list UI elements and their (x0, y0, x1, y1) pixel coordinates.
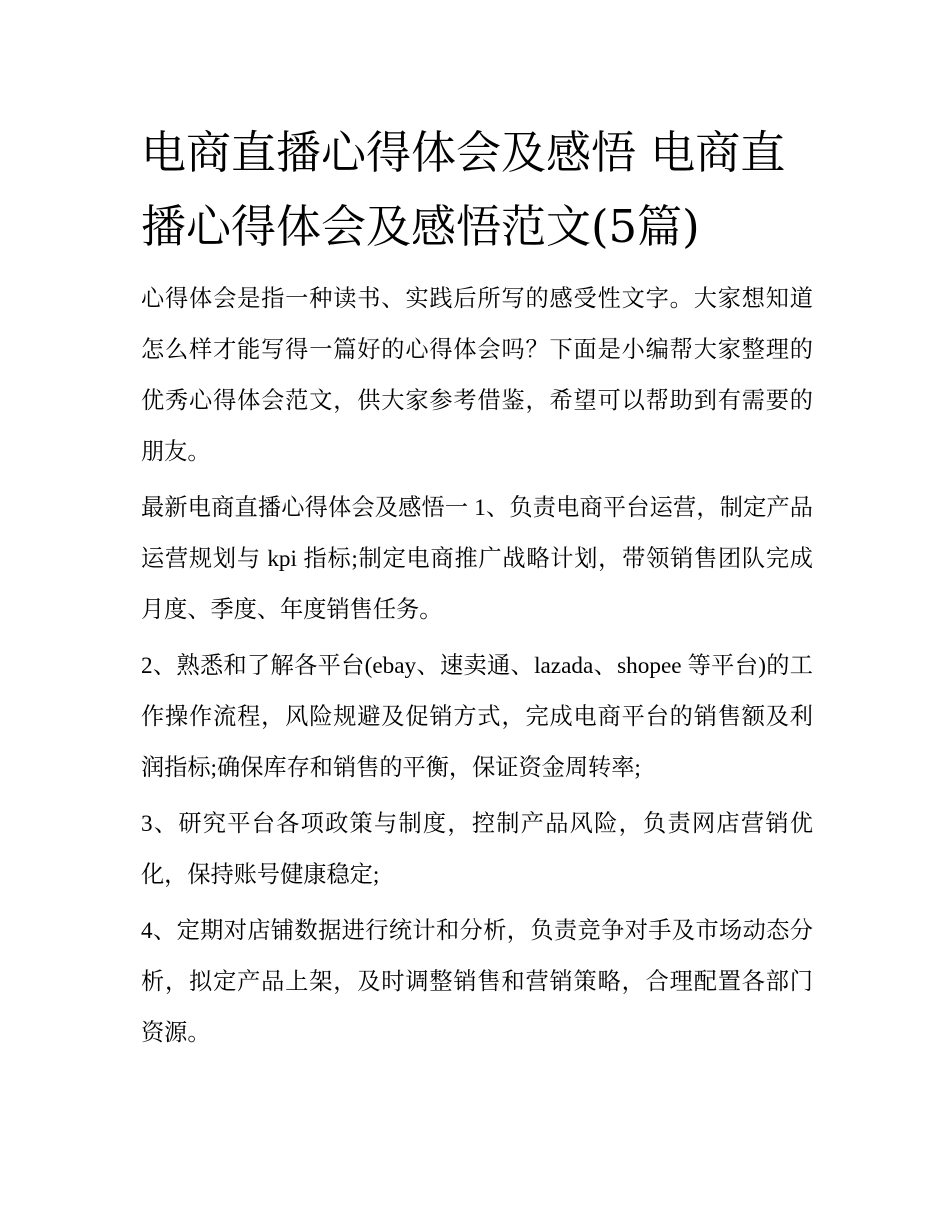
document-body (141, 116, 813, 1064)
item-3-paragraph: 3、研究平台各项政策与制度，控制产品风险，负责网店营销优化，保持账号健康稳定; (141, 811, 813, 888)
document-title: 电商直播心得体会及感悟 电商直播心得体会及感悟范文(5篇) (141, 126, 786, 253)
item-2-paragraph: 2、熟悉和了解各平台(ebay、速卖通、lazada、shopee 等平台)的工作操作流程，风险规避及促销方式，完成电商平台的销售额及利润指标;确保库存和销售的平衡，保证资金周转率; (141, 653, 813, 781)
section-one-paragraph: 最新电商直播心得体会及感悟一 1、负责电商平台运营，制定产品运营规划与 kpi 指标;制定电商推广战略计划，带领销售团队完成月度、季度、年度销售任务。 (141, 495, 813, 623)
item-4-paragraph: 4、定期对店铺数据进行统计和分析，负责竞争对手及市场动态分析，拟定产品上架，及时调整销售和营销策略，合理配置各部门资源。 (141, 918, 813, 1046)
intro-paragraph: 心得体会是指一种读书、实践后所写的感受性文字。大家想知道怎么样才能写得一篇好的心得体会吗？下面是小编帮大家整理的优秀心得体会范文，供大家参考借鉴，希望可以帮助到有需要的朋友。 (141, 286, 813, 465)
